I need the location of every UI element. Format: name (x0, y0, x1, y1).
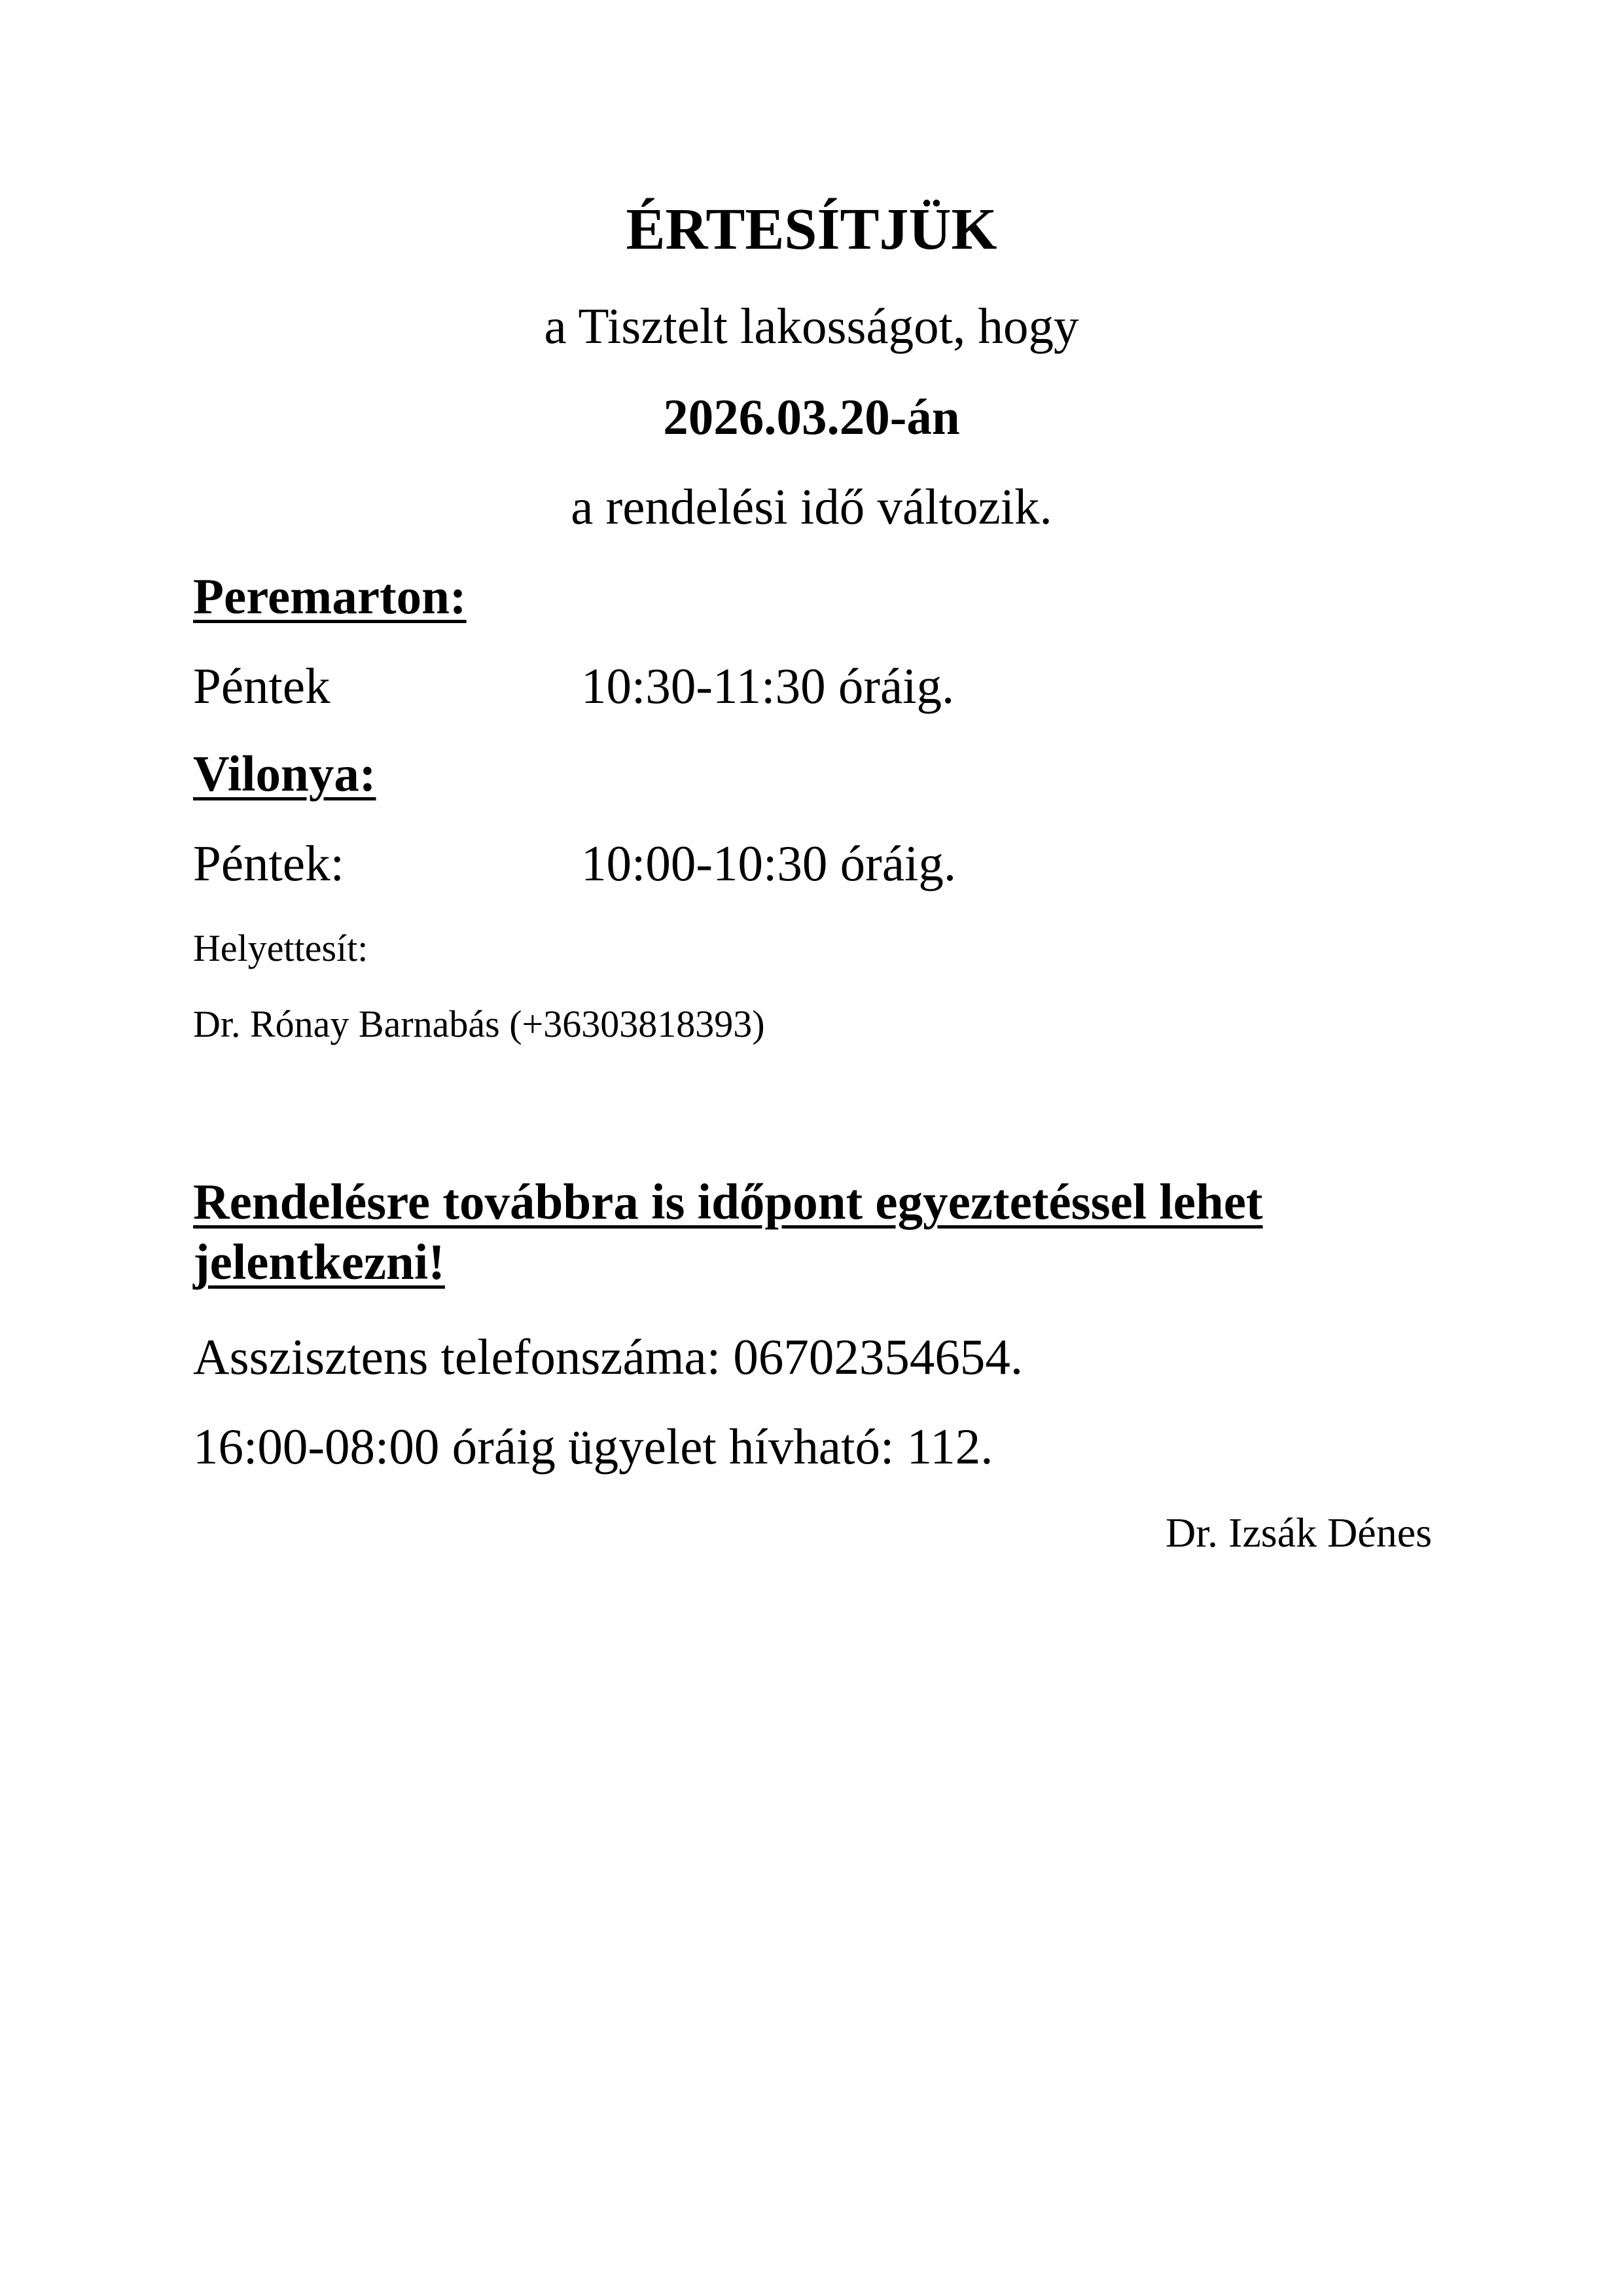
schedule-time-peremarton: 10:30-11:30 óráig. (581, 658, 955, 714)
signature: Dr. Izsák Dénes (1166, 1509, 1432, 1556)
appointment-notice: Rendelésre továbbra is időpont egyeztetéssel lehet jelentkezni! (193, 1174, 1263, 1290)
location-heading-peremarton: Peremarton: (193, 568, 467, 624)
location-heading-vilonya: Vilonya: (193, 745, 376, 802)
change-date: 2026.03.20-án (663, 389, 960, 445)
on-call-info: 16:00-08:00 óráig ügyelet hívható: 112. (193, 1418, 993, 1475)
substitute-label: Helyettesít: (193, 927, 368, 969)
intro-line: a Tisztelt lakosságot, hogy (544, 298, 1079, 354)
schedule-day-peremarton: Péntek (193, 658, 330, 714)
page-title: ÉRTESÍTJÜK (626, 197, 997, 262)
assistant-phone: Asszisztens telefonszáma: 06702354654. (193, 1329, 1024, 1385)
change-description: a rendelési idő változik. (571, 478, 1052, 535)
schedule-time-vilonya: 10:00-10:30 óráig. (581, 835, 957, 891)
substitute-name: Dr. Rónay Barnabás (+36303818393) (193, 1003, 765, 1045)
schedule-day-vilonya: Péntek: (193, 835, 344, 891)
